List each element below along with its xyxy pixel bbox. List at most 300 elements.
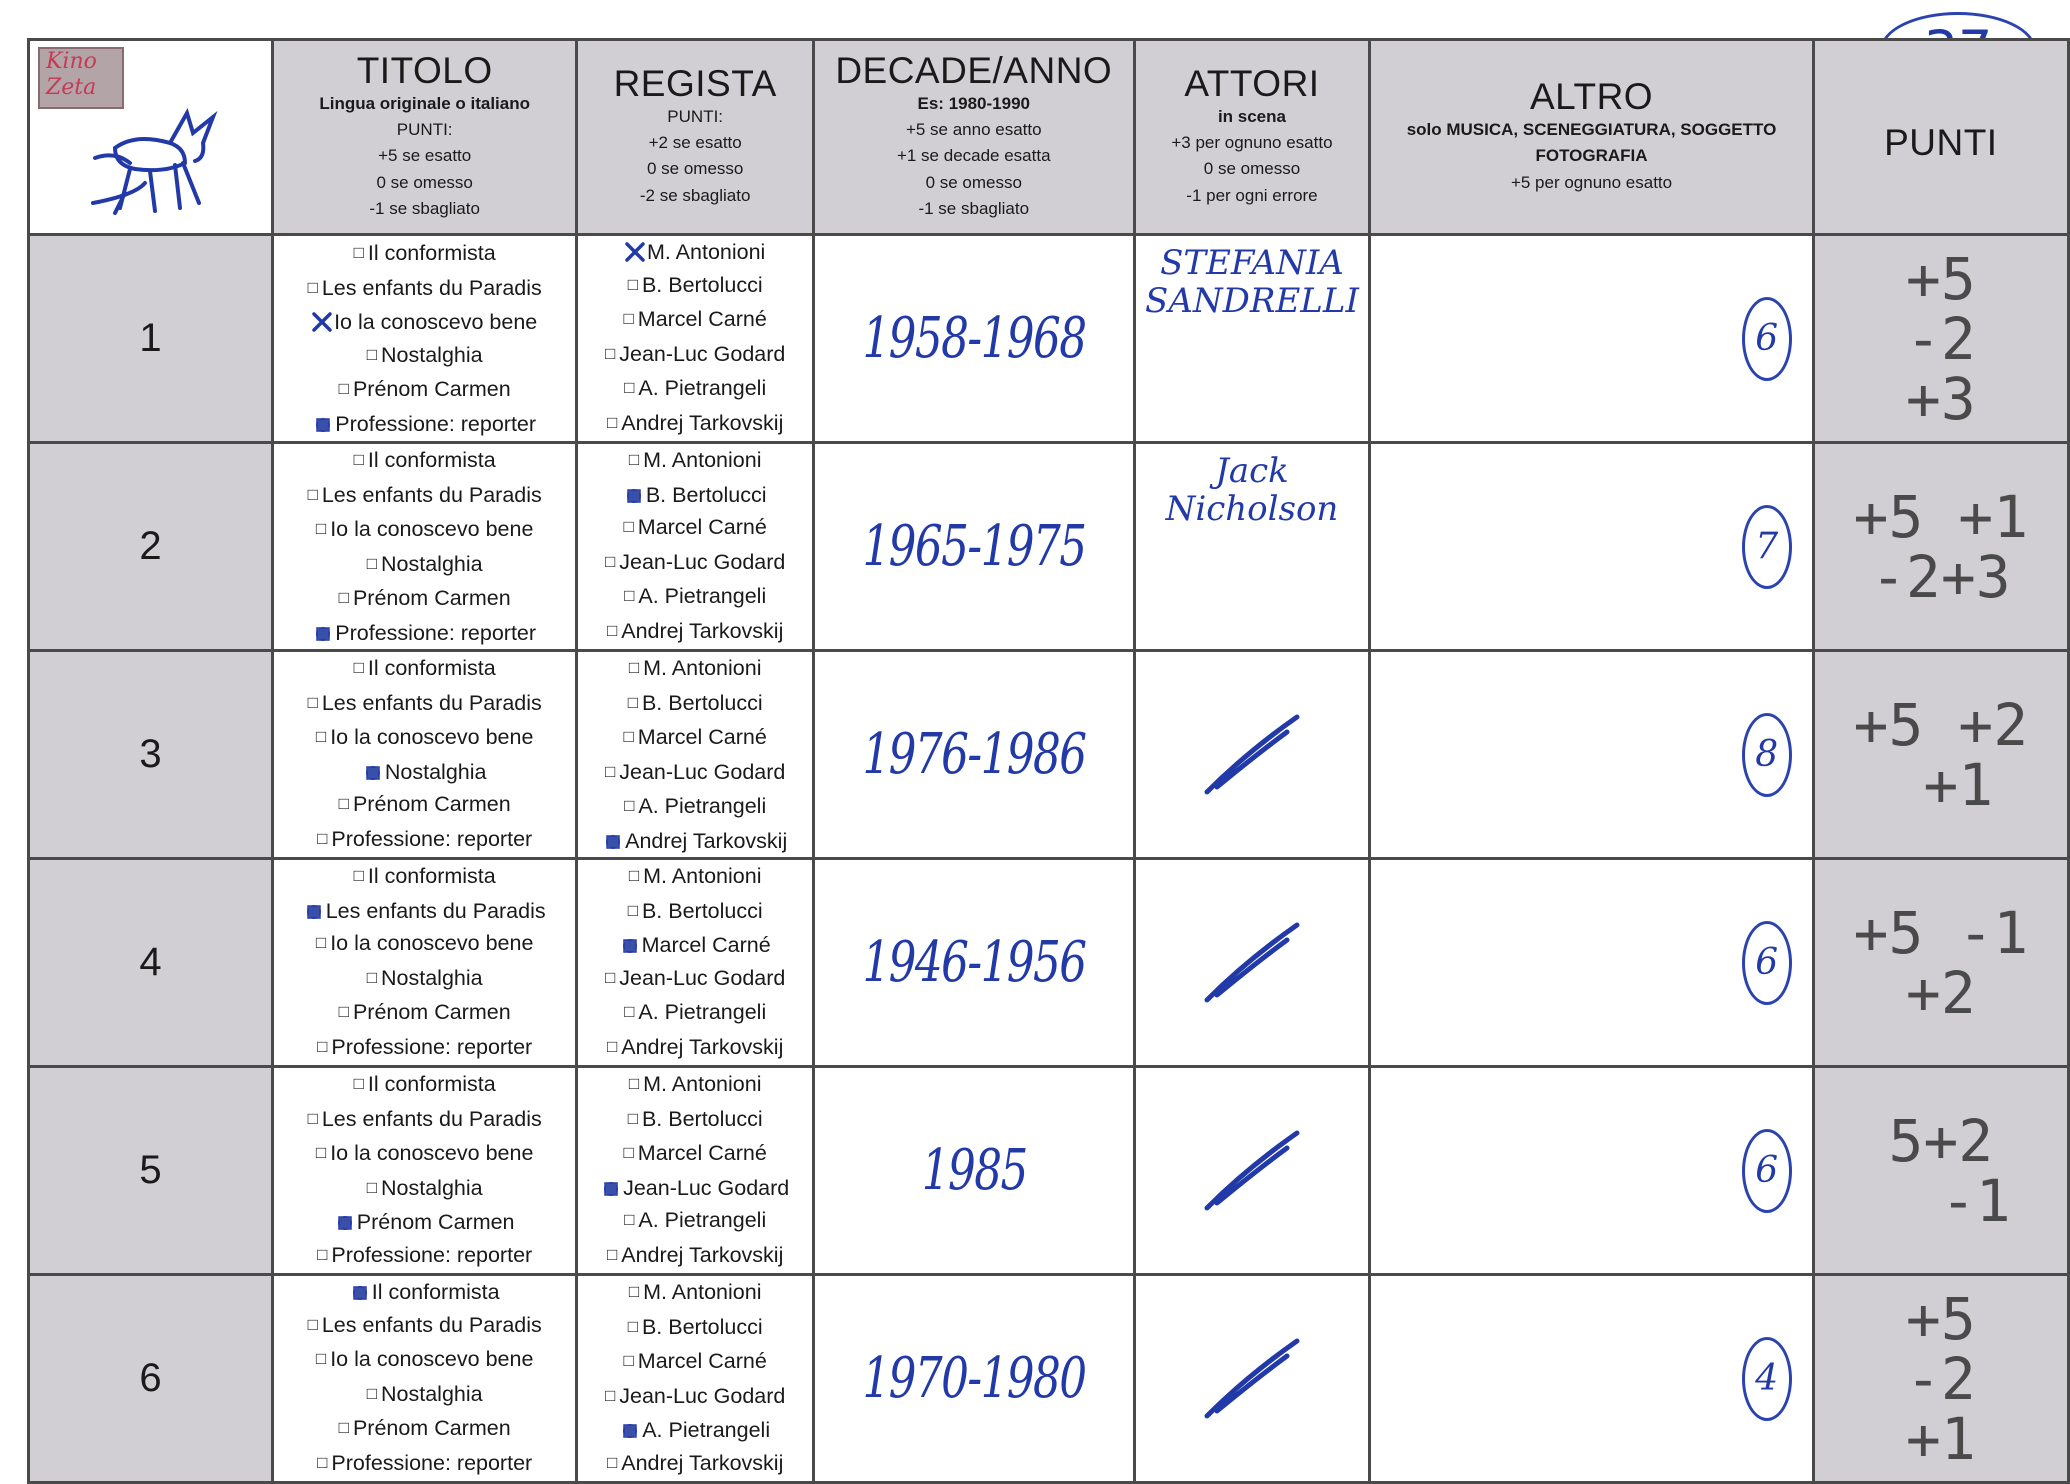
filled-checkbox-icon[interactable]	[313, 414, 333, 434]
option-label: Andrej Tarkovskij	[621, 618, 784, 643]
filled-checkbox-icon[interactable]	[304, 901, 324, 921]
altro-heading: ALTRO	[1529, 76, 1654, 118]
title-options-cell	[272, 651, 576, 859]
option-item[interactable]	[578, 1239, 812, 1274]
empty-checkbox-icon[interactable]: □	[317, 1036, 328, 1056]
option-label: Les enfants du Paradis	[321, 1312, 542, 1337]
option-label: Professione: reporter	[335, 411, 537, 436]
title-options-cell	[272, 859, 576, 1067]
option-item[interactable]	[274, 339, 575, 374]
regista-sub-3: -2 se sbagliato	[639, 185, 751, 205]
option-item[interactable]	[274, 306, 575, 339]
option-label: Jean-Luc Godard	[619, 549, 786, 574]
option-item[interactable]	[578, 479, 812, 512]
titolo-heading: TITOLO	[356, 49, 493, 91]
option-item[interactable]	[578, 825, 812, 858]
year-answer: 1970-1980	[862, 1346, 1086, 1411]
actors-cell[interactable]	[1134, 651, 1370, 859]
empty-checkbox-icon[interactable]: □	[317, 828, 328, 848]
empty-checkbox-icon[interactable]: □	[307, 277, 318, 297]
option-label: Jean-Luc Godard	[619, 341, 786, 366]
altro-cell[interactable]	[1370, 1275, 1813, 1483]
kino-zeta-logo	[38, 47, 124, 109]
answer-row	[29, 1275, 2069, 1483]
title-options-cell	[272, 1067, 576, 1275]
header-punti	[1813, 40, 2068, 235]
option-label: Les enfants du Paradis	[321, 690, 542, 715]
option-label: A. Pietrangeli	[638, 1000, 767, 1024]
empty-checkbox-icon[interactable]: □	[606, 1036, 618, 1056]
points-cell: +5 +1 -2+3	[1813, 443, 2068, 651]
empty-checkbox-icon[interactable]: □	[627, 274, 638, 294]
option-label: Marcel Carné	[637, 1141, 767, 1165]
attori-sub-0: in scena	[1217, 106, 1286, 126]
empty-checkbox-icon[interactable]: □	[624, 1002, 635, 1021]
regista-sub-0: PUNTI:	[667, 106, 724, 126]
row-score-circle: 7	[1742, 505, 1792, 589]
year-answer: 1965-1975	[862, 514, 1086, 579]
header-titolo	[272, 40, 576, 235]
row-score-circle: 6	[1742, 921, 1792, 1005]
empty-checkbox-icon[interactable]: □	[604, 761, 616, 781]
option-label: B. Bertolucci	[641, 1106, 763, 1131]
option-label: Marcel Carné	[637, 307, 767, 331]
empty-checkbox-icon[interactable]: □	[628, 658, 640, 677]
option-item[interactable]	[578, 1204, 812, 1239]
row-number: 3	[29, 651, 273, 859]
filled-checkbox-icon[interactable]	[313, 623, 333, 643]
option-item[interactable]	[578, 236, 812, 269]
option-item[interactable]	[274, 582, 575, 617]
empty-checkbox-icon[interactable]: □	[623, 517, 634, 536]
option-label: Il conformista	[367, 864, 496, 888]
empty-checkbox-icon[interactable]: □	[366, 1177, 378, 1197]
option-item[interactable]	[578, 444, 812, 479]
empty-checkbox-icon[interactable]: □	[353, 658, 364, 677]
option-item[interactable]	[578, 372, 812, 407]
altro-cell[interactable]	[1370, 651, 1813, 859]
cross-mark-icon[interactable]	[625, 242, 645, 262]
option-label: Andrej Tarkovskij	[621, 410, 784, 435]
option-label: Nostalghia	[381, 1381, 483, 1406]
answer-row	[29, 235, 2069, 443]
option-item[interactable]	[274, 788, 575, 823]
points-cell: +5 +2 +1	[1813, 651, 2068, 859]
option-item[interactable]	[274, 1239, 575, 1274]
option-item[interactable]	[578, 1172, 812, 1205]
option-label: Prénom Carmen	[356, 1210, 515, 1234]
empty-checkbox-icon[interactable]: □	[338, 1418, 349, 1437]
year-answer: 1946-1956	[862, 930, 1086, 995]
option-item[interactable]	[274, 895, 575, 928]
cross-mark-icon[interactable]	[312, 312, 332, 332]
option-label: Il conformista	[371, 1280, 500, 1304]
option-label: Professione: reporter	[331, 1450, 533, 1475]
option-item[interactable]	[274, 1309, 575, 1344]
empty-checkbox-icon[interactable]: □	[624, 796, 635, 815]
option-label: Prénom Carmen	[352, 1416, 511, 1440]
option-label: A. Pietrangeli	[638, 584, 767, 608]
empty-checkbox-icon[interactable]: □	[366, 967, 378, 987]
option-item[interactable]	[578, 996, 812, 1031]
option-label: Nostalghia	[384, 759, 487, 784]
answer-row	[29, 443, 2069, 651]
actors-cell[interactable]	[1134, 235, 1370, 443]
option-item[interactable]	[578, 652, 812, 687]
option-item[interactable]	[274, 1206, 575, 1239]
option-label: Io la conoscevo bene	[334, 310, 538, 334]
option-label: B. Bertolucci	[641, 272, 763, 297]
empty-checkbox-icon[interactable]: □	[623, 727, 634, 746]
option-item[interactable]	[274, 1378, 575, 1413]
director-options-cell	[577, 1275, 814, 1483]
option-label: Andrej Tarkovskij	[621, 1242, 784, 1267]
option-label: Jean-Luc Godard	[619, 759, 786, 784]
empty-checkbox-icon[interactable]: □	[366, 553, 378, 573]
filled-checkbox-icon[interactable]	[350, 1282, 370, 1302]
option-item[interactable]	[274, 1412, 575, 1447]
logo-text-2: Zeta	[46, 75, 97, 100]
row-number: 6	[29, 1275, 273, 1483]
option-item[interactable]	[274, 373, 575, 408]
option-item[interactable]	[578, 687, 812, 722]
option-label: M. Antonioni	[643, 1072, 762, 1096]
option-item[interactable]	[578, 1447, 812, 1482]
regista-heading: REGISTA	[613, 62, 777, 104]
option-label: Andrej Tarkovskij	[625, 828, 788, 853]
option-item[interactable]	[578, 756, 812, 791]
option-label: Prénom Carmen	[352, 377, 511, 401]
option-item[interactable]	[274, 513, 575, 548]
option-item[interactable]	[274, 756, 575, 789]
option-item[interactable]	[274, 617, 575, 650]
empty-checkbox-icon[interactable]: □	[366, 1383, 378, 1403]
option-item[interactable]	[274, 479, 575, 514]
option-label: A. Pietrangeli	[638, 376, 767, 400]
option-item[interactable]	[578, 1414, 812, 1447]
altro-cell[interactable]	[1370, 1067, 1813, 1275]
year-answer: 1958-1968	[862, 306, 1086, 371]
row-number: 4	[29, 859, 273, 1067]
option-item[interactable]	[274, 996, 575, 1031]
row-score-circle: 6	[1742, 297, 1792, 381]
empty-checkbox-icon[interactable]: □	[627, 900, 638, 920]
filled-checkbox-icon[interactable]	[363, 762, 383, 782]
empty-checkbox-icon[interactable]: □	[353, 450, 364, 469]
option-label: Andrej Tarkovskij	[621, 1450, 784, 1475]
option-item[interactable]	[578, 721, 812, 756]
empty-checkbox-icon[interactable]: □	[623, 1143, 634, 1162]
actor-answer: STEFANIA	[1160, 243, 1344, 283]
option-label: Il conformista	[367, 241, 496, 265]
empty-checkbox-icon[interactable]: □	[628, 450, 640, 469]
option-item[interactable]	[578, 1031, 812, 1066]
empty-checkbox-icon[interactable]: □	[307, 1108, 318, 1128]
option-label: Prénom Carmen	[352, 586, 511, 610]
points-cell: +5 -1 +2	[1813, 859, 2068, 1067]
attori-sub-3: -1 per ogni errore	[1186, 185, 1318, 205]
option-label: Marcel Carné	[637, 515, 767, 539]
dash-stroke-icon	[1177, 1316, 1327, 1436]
empty-checkbox-icon[interactable]: □	[627, 1316, 638, 1336]
option-label: Nostalghia	[381, 342, 483, 367]
titolo-sub-3: 0 se omesso	[376, 172, 473, 192]
option-label: Il conformista	[367, 656, 496, 680]
option-item[interactable]	[274, 1172, 575, 1207]
row-score-circle: 6	[1742, 1129, 1792, 1213]
empty-checkbox-icon[interactable]: □	[315, 1143, 327, 1162]
filled-checkbox-icon[interactable]	[620, 1420, 640, 1440]
year-answer: 1976-1986	[862, 722, 1086, 787]
year-cell[interactable]	[813, 859, 1134, 1067]
option-label: Io la conoscevo bene	[330, 517, 534, 541]
titolo-sub-0: Lingua originale o italiano	[319, 93, 530, 113]
option-item[interactable]	[578, 1068, 812, 1103]
empty-checkbox-icon[interactable]: □	[315, 519, 327, 538]
filled-checkbox-icon[interactable]	[603, 831, 623, 851]
empty-checkbox-icon[interactable]: □	[353, 866, 364, 885]
header-row	[29, 40, 2069, 235]
empty-checkbox-icon[interactable]: □	[604, 1385, 616, 1405]
option-label: Professione: reporter	[331, 1242, 533, 1267]
option-item[interactable]	[274, 652, 575, 687]
empty-checkbox-icon[interactable]: □	[338, 379, 349, 398]
option-item[interactable]	[274, 687, 575, 722]
actors-cell[interactable]	[1134, 1275, 1370, 1483]
empty-checkbox-icon[interactable]: □	[604, 551, 616, 571]
option-item[interactable]	[274, 272, 575, 307]
option-label: Prénom Carmen	[352, 792, 511, 816]
actors-cell[interactable]	[1134, 1067, 1370, 1275]
option-label: B. Bertolucci	[641, 690, 763, 715]
director-options-cell	[577, 1067, 814, 1275]
option-item[interactable]	[578, 1311, 812, 1346]
empty-checkbox-icon[interactable]: □	[628, 1074, 640, 1093]
decade-sub-2: +1 se decade esatta	[896, 146, 1051, 166]
empty-checkbox-icon[interactable]: □	[624, 378, 635, 397]
option-item[interactable]	[274, 1276, 575, 1309]
option-label: Les enfants du Paradis	[325, 898, 546, 923]
option-label: Il conformista	[367, 1072, 496, 1096]
option-label: M. Antonioni	[643, 864, 762, 888]
option-item[interactable]	[274, 548, 575, 583]
option-item[interactable]	[274, 1137, 575, 1172]
option-item[interactable]	[578, 303, 812, 338]
empty-checkbox-icon[interactable]: □	[627, 692, 638, 712]
empty-checkbox-icon[interactable]: □	[627, 1108, 638, 1128]
row-number: 1	[29, 235, 273, 443]
logo-text-1: Kino	[46, 49, 97, 74]
empty-checkbox-icon[interactable]: □	[307, 692, 318, 712]
option-item[interactable]	[578, 546, 812, 581]
option-item[interactable]	[578, 615, 812, 650]
header-decade	[813, 40, 1134, 235]
empty-checkbox-icon[interactable]: □	[338, 588, 349, 607]
filled-checkbox-icon[interactable]	[620, 935, 640, 955]
empty-checkbox-icon[interactable]: □	[338, 1002, 349, 1021]
answer-row	[29, 859, 2069, 1067]
actors-cell[interactable]	[1134, 859, 1370, 1067]
director-options-cell	[577, 235, 814, 443]
option-item[interactable]	[578, 895, 812, 930]
filled-checkbox-icon[interactable]	[624, 485, 644, 505]
year-cell[interactable]	[813, 1275, 1134, 1483]
option-item[interactable]	[578, 1137, 812, 1172]
director-options-cell	[577, 651, 814, 859]
empty-checkbox-icon[interactable]: □	[317, 1244, 328, 1264]
titolo-sub-2: +5 se esatto	[378, 146, 472, 166]
option-item[interactable]	[274, 444, 575, 479]
option-label: Il conformista	[367, 448, 496, 472]
altro-sub-2: +5 per ognuno esatto	[1510, 172, 1673, 192]
empty-checkbox-icon[interactable]: □	[606, 1244, 618, 1264]
empty-checkbox-icon[interactable]: □	[307, 484, 318, 504]
option-item[interactable]	[274, 408, 575, 441]
actor-answer: Jack	[1215, 451, 1289, 491]
option-label: Marcel Carné	[637, 725, 767, 749]
option-label: Jean-Luc Godard	[619, 965, 786, 990]
decade-sub-3: 0 se omesso	[925, 172, 1022, 192]
empty-checkbox-icon[interactable]: □	[628, 866, 640, 885]
option-label: Io la conoscevo bene	[330, 1347, 534, 1371]
option-label: Nostalghia	[381, 551, 483, 576]
option-item[interactable]	[274, 721, 575, 756]
header-altro	[1370, 40, 1813, 235]
option-label: Professione: reporter	[335, 620, 537, 645]
option-item[interactable]	[578, 1345, 812, 1380]
filled-checkbox-icon[interactable]	[601, 1178, 621, 1198]
option-item[interactable]	[578, 338, 812, 373]
option-label: M. Antonioni	[643, 656, 762, 680]
actor-answer: Nicholson	[1165, 489, 1339, 529]
titolo-sub-1: PUNTI:	[396, 119, 453, 139]
option-item[interactable]	[578, 962, 812, 997]
option-item[interactable]	[274, 1343, 575, 1378]
altro-sub-1: FOTOGRAFIA	[1535, 146, 1648, 166]
empty-checkbox-icon[interactable]: □	[353, 243, 364, 262]
attori-sub-1: +3 per ognuno esatto	[1171, 133, 1333, 153]
title-options-cell	[272, 1275, 576, 1483]
option-item[interactable]	[274, 860, 575, 895]
dash-stroke-icon	[1177, 1108, 1327, 1228]
header-attori	[1134, 40, 1370, 235]
empty-checkbox-icon[interactable]: □	[338, 794, 349, 813]
option-label: Nostalghia	[381, 1175, 483, 1200]
altro-cell[interactable]	[1370, 859, 1813, 1067]
option-label: A. Pietrangeli	[642, 1418, 771, 1442]
option-label: M. Antonioni	[643, 1280, 762, 1304]
punti-heading: PUNTI	[1884, 122, 1998, 164]
director-options-cell	[577, 859, 814, 1067]
row-score-circle: 4	[1742, 1337, 1792, 1421]
empty-checkbox-icon[interactable]: □	[353, 1074, 364, 1093]
empty-checkbox-icon[interactable]: □	[604, 343, 616, 363]
option-label: M. Antonioni	[643, 448, 762, 472]
option-item[interactable]	[274, 1103, 575, 1138]
option-label: M. Antonioni	[647, 240, 766, 264]
empty-checkbox-icon[interactable]: □	[317, 1452, 328, 1472]
empty-checkbox-icon[interactable]: □	[315, 1349, 327, 1368]
option-label: Jean-Luc Godard	[623, 1175, 790, 1200]
attori-heading: ATTORI	[1184, 62, 1320, 104]
empty-checkbox-icon[interactable]: □	[315, 727, 327, 746]
row-score-circle: 8	[1742, 713, 1792, 797]
year-cell[interactable]	[813, 651, 1134, 859]
empty-checkbox-icon[interactable]: □	[624, 1210, 635, 1229]
option-label: B. Bertolucci	[641, 1314, 763, 1339]
regista-sub-2: 0 se omesso	[646, 159, 744, 179]
option-label: Professione: reporter	[331, 1034, 533, 1059]
empty-checkbox-icon[interactable]: □	[628, 1282, 640, 1301]
option-item[interactable]	[274, 1447, 575, 1482]
actors-cell[interactable]	[1134, 443, 1370, 651]
option-label: Jean-Luc Godard	[619, 1383, 786, 1408]
filled-checkbox-icon[interactable]	[335, 1212, 355, 1232]
empty-checkbox-icon[interactable]: □	[315, 933, 327, 952]
decade-sub-4: -1 se sbagliato	[918, 198, 1030, 218]
option-item[interactable]	[578, 580, 812, 615]
altro-cell[interactable]	[1370, 443, 1813, 651]
altro-cell[interactable]	[1370, 235, 1813, 443]
empty-checkbox-icon[interactable]: □	[604, 967, 616, 987]
titolo-sub-4: -1 se sbagliato	[369, 198, 480, 218]
option-label: Marcel Carné	[637, 1349, 767, 1373]
empty-checkbox-icon[interactable]: □	[623, 1351, 634, 1370]
donkey-drawing-icon	[75, 103, 235, 223]
empty-checkbox-icon[interactable]: □	[624, 586, 635, 605]
logo-cell	[29, 40, 273, 235]
empty-checkbox-icon[interactable]: □	[623, 309, 634, 328]
option-item[interactable]	[578, 269, 812, 304]
empty-checkbox-icon[interactable]: □	[606, 1452, 618, 1472]
option-label: Les enfants du Paradis	[321, 275, 542, 300]
option-item[interactable]	[578, 407, 812, 442]
option-label: Les enfants du Paradis	[321, 1106, 542, 1131]
empty-checkbox-icon[interactable]: □	[307, 1314, 318, 1334]
option-item[interactable]	[274, 1068, 575, 1103]
option-item[interactable]	[274, 962, 575, 997]
header-regista	[577, 40, 814, 235]
option-item[interactable]	[578, 1276, 812, 1311]
option-item[interactable]	[274, 1031, 575, 1066]
option-item[interactable]	[274, 927, 575, 962]
empty-checkbox-icon[interactable]: □	[606, 620, 618, 640]
option-item[interactable]	[578, 929, 812, 962]
option-item[interactable]	[578, 511, 812, 546]
option-label: Professione: reporter	[331, 826, 533, 851]
answer-row	[29, 1067, 2069, 1275]
empty-checkbox-icon[interactable]: □	[606, 412, 618, 432]
year-cell[interactable]	[813, 443, 1134, 651]
option-label: Marcel Carné	[641, 933, 771, 957]
points-cell: 5+2 -1	[1813, 1067, 2068, 1275]
dash-stroke-icon	[1177, 900, 1327, 1020]
option-label: Io la conoscevo bene	[330, 1141, 534, 1165]
option-item[interactable]	[578, 1103, 812, 1138]
decade-sub-1: +5 se anno esatto	[905, 119, 1042, 139]
year-cell[interactable]	[813, 1067, 1134, 1275]
attori-sub-2: 0 se omesso	[1203, 159, 1301, 179]
row-number: 2	[29, 443, 273, 651]
year-cell[interactable]	[813, 235, 1134, 443]
option-item[interactable]	[578, 1380, 812, 1415]
option-item[interactable]	[578, 790, 812, 825]
empty-checkbox-icon[interactable]: □	[366, 344, 378, 364]
option-label: A. Pietrangeli	[638, 1208, 767, 1232]
option-item[interactable]	[578, 860, 812, 895]
option-item[interactable]	[274, 237, 575, 272]
option-item[interactable]	[274, 823, 575, 858]
